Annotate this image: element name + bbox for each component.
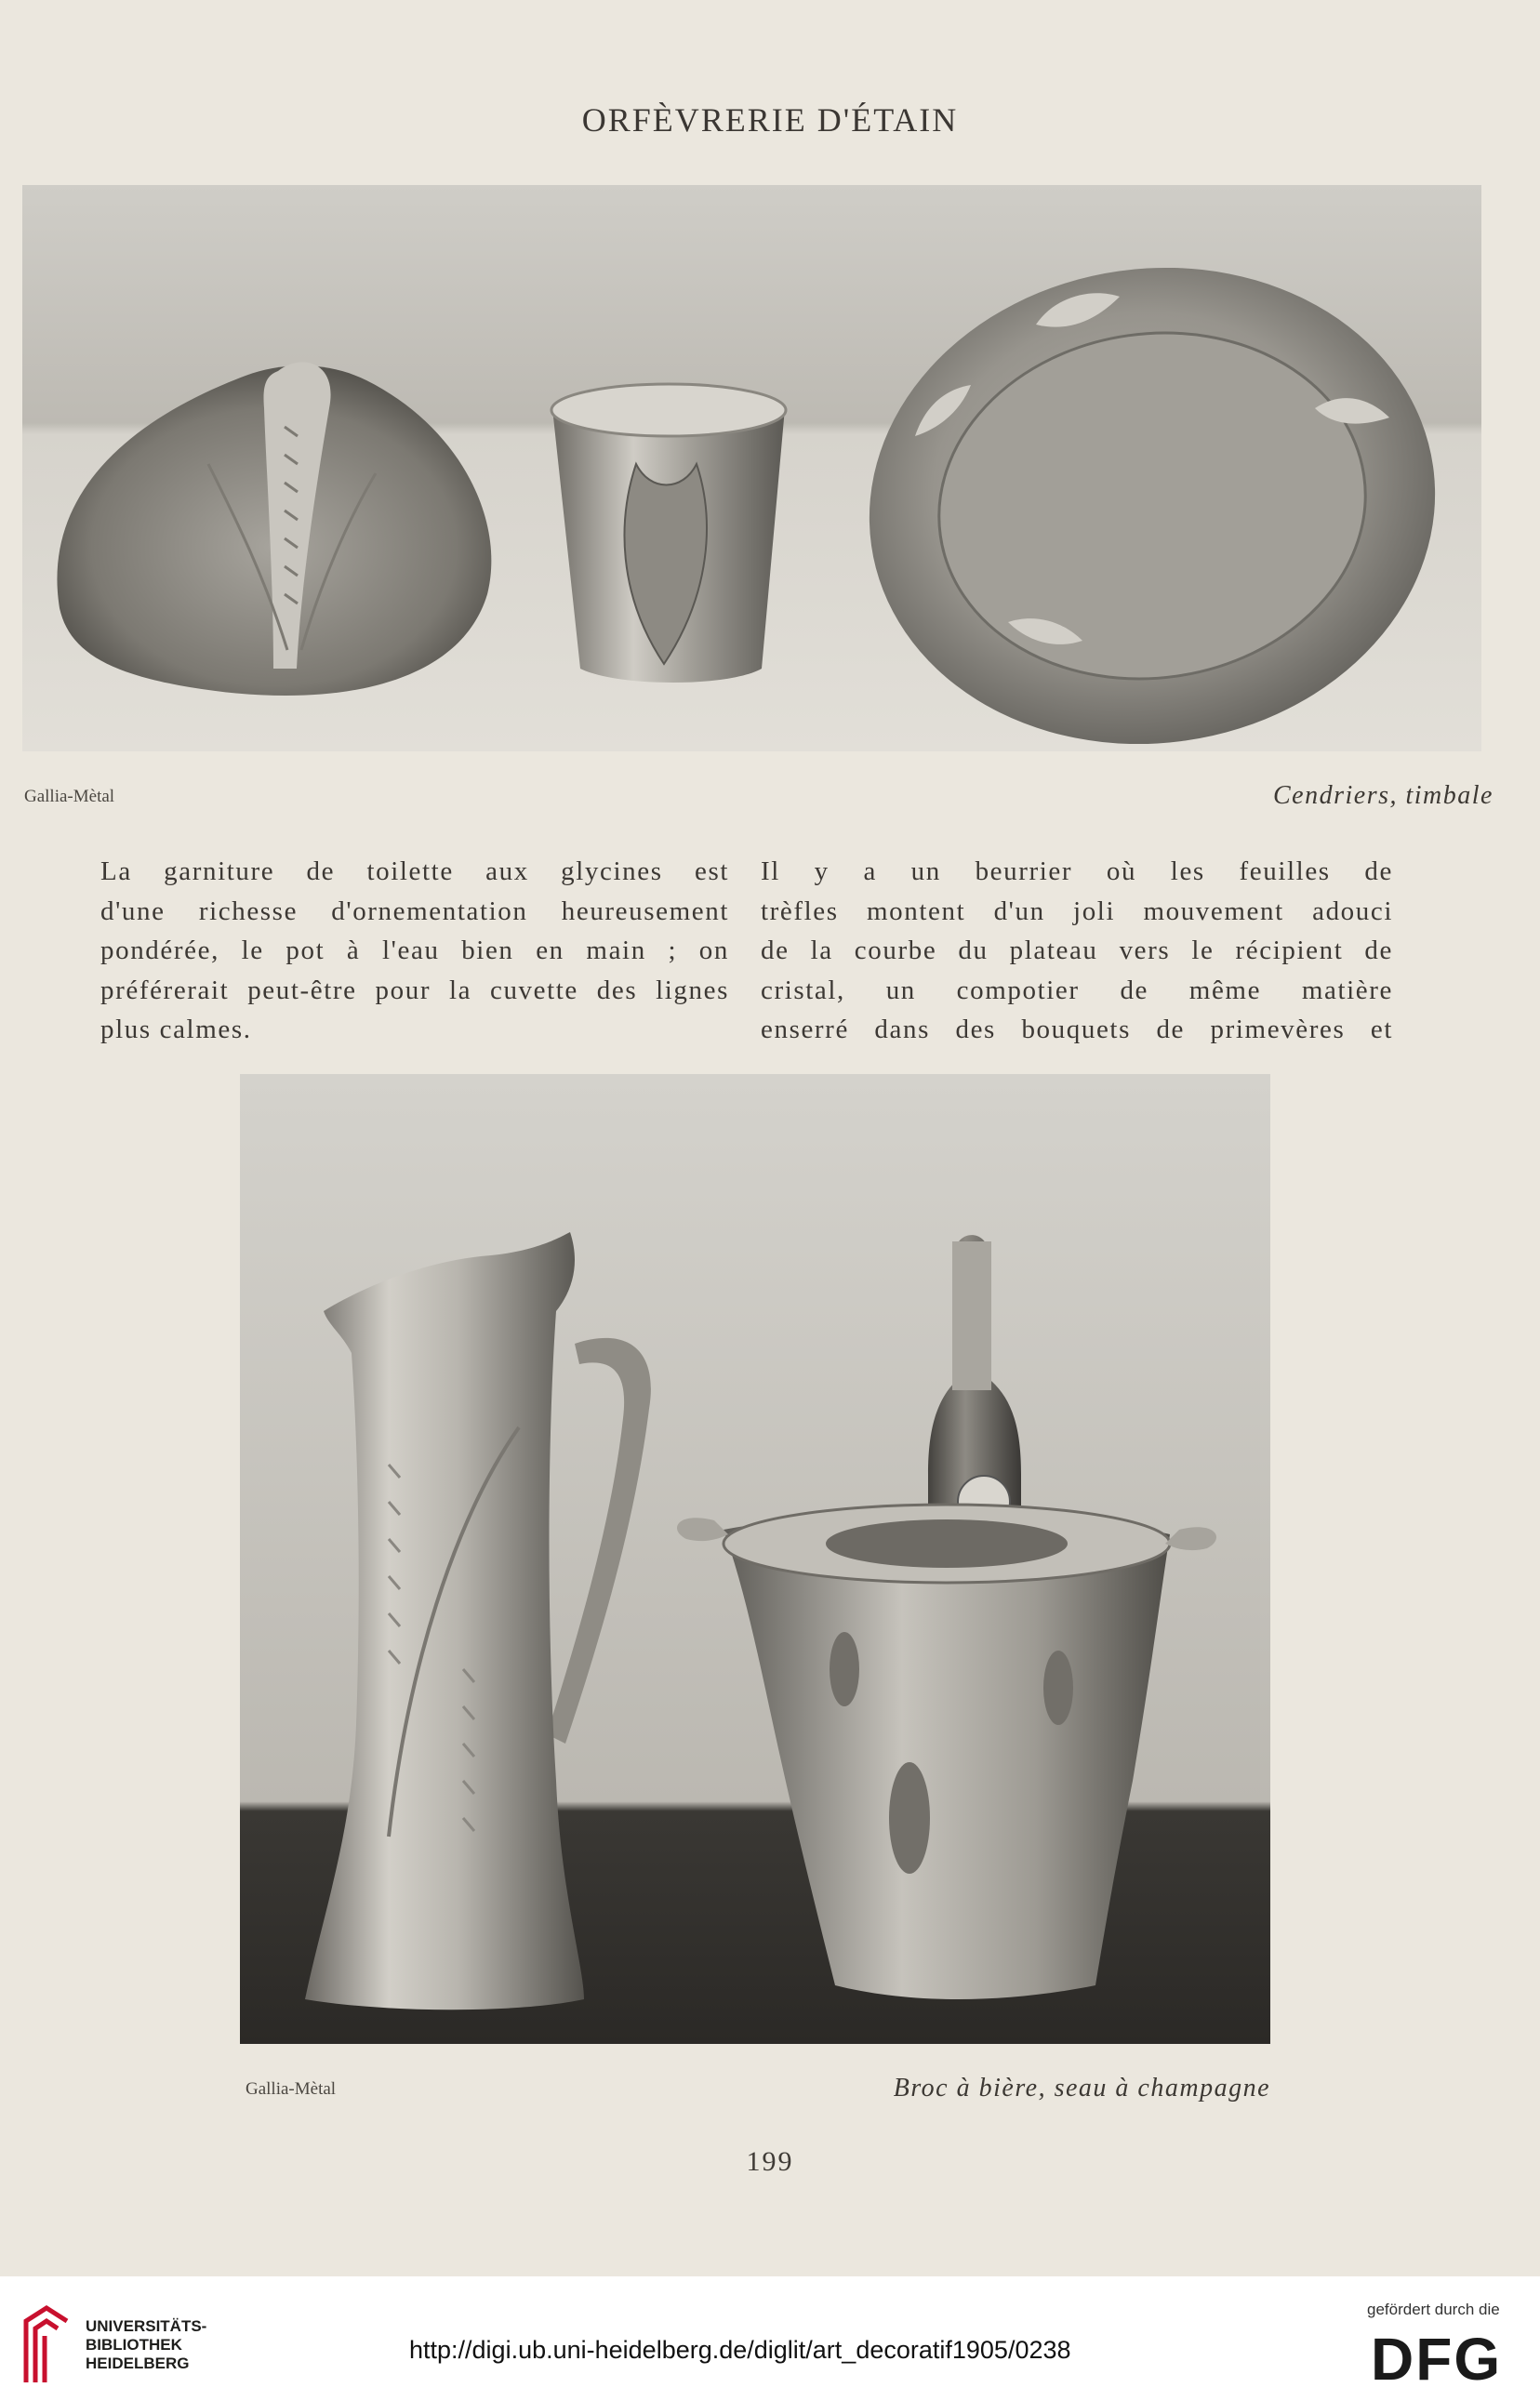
figure-caption: Broc à bière, seau à champagne bbox=[893, 2074, 1270, 2103]
text-line: enserré dans des bouquets de primevères et bbox=[761, 1015, 1393, 1044]
text-line: trèfles montent d'un joli mouvement adouci bbox=[761, 895, 1393, 926]
library-name-line: BIBLIOTHEK bbox=[86, 2336, 182, 2354]
text-line: pondérée, le pot à l'eau bien en main ; on bbox=[100, 935, 729, 965]
photo-credit: Gallia-Mètal bbox=[246, 2079, 337, 2099]
text-column-right bbox=[761, 852, 1393, 1050]
library-name-line: UNIVERSITÄTS- bbox=[86, 2317, 207, 2335]
university-library-logo-icon bbox=[19, 2302, 74, 2386]
photo-ashtrays-tumbler bbox=[22, 185, 1481, 751]
library-name-line: HEIDELBERG bbox=[86, 2355, 190, 2372]
library-name bbox=[86, 2317, 206, 2373]
photo-jug-champagne-bucket bbox=[240, 1074, 1270, 2044]
text-line: plus calmes. bbox=[100, 1015, 252, 1044]
text-line: d'une richesse d'ornementation heureusement bbox=[100, 895, 729, 926]
text-line: préférerait peut-être pour la cuvette des lignes bbox=[100, 975, 729, 1005]
page-title: ORFÈVRERIE D'ÉTAIN bbox=[581, 101, 959, 139]
text-line: Il y a un beurrier où les feuilles de bbox=[761, 856, 1393, 886]
page-number: 199 bbox=[746, 2146, 794, 2177]
figure-caption: Cendriers, timbale bbox=[1273, 781, 1494, 810]
text-line: La garniture de toilette aux glycines est bbox=[100, 856, 729, 886]
dfg-logo: DFG bbox=[1371, 2326, 1503, 2393]
text-line: de la courbe du plateau vers le récipient de bbox=[761, 935, 1393, 965]
funding-note: gefördert durch die bbox=[1367, 2301, 1500, 2318]
text-column-left bbox=[100, 852, 729, 1050]
source-url-link[interactable]: http://digi.ub.uni-heidelberg.de/diglit/art_decoratif1905/0238 bbox=[409, 2336, 1071, 2364]
footer bbox=[0, 2276, 1540, 2401]
photo-credit: Gallia-Mètal bbox=[24, 787, 115, 806]
text-line: cristal, un compotier de même matière bbox=[761, 975, 1393, 1005]
